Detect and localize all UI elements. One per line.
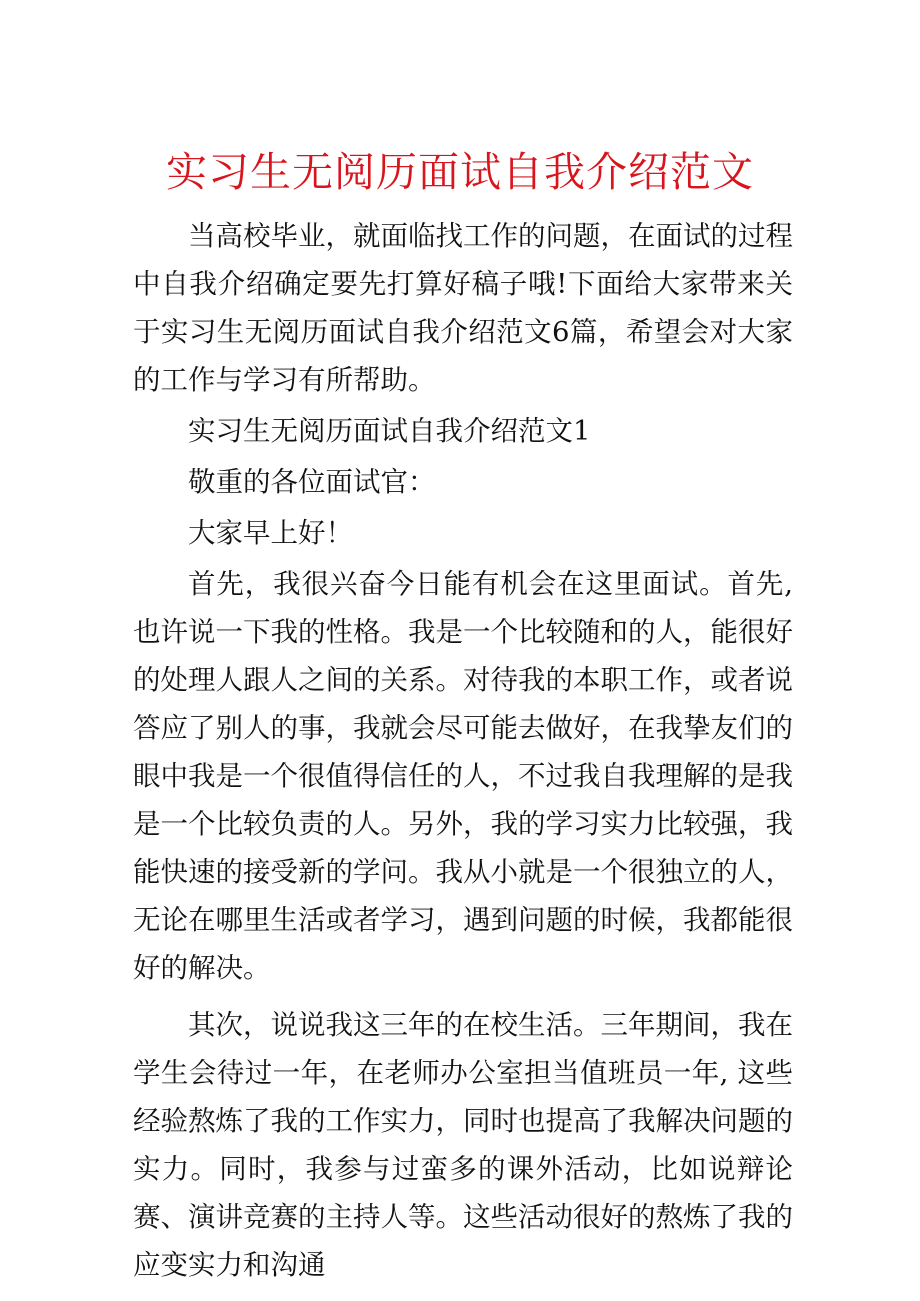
- salutation: 敬重的各位面试官：: [188, 466, 436, 498]
- intro-paragraph: 当高校毕业，就面临找工作的问题，在面试的过程中自我介绍确定要先打算好稿子哦!下面给大家带来关于实习生无阅历面试自我介绍范文6篇，希望会对大家的工作与学习有所帮助。: [133, 220, 793, 396]
- body-paragraph: 其次，说说我这三年的在校生活。三年期间，我在学生会待过一年，在老师办公室担当值班员一年, 这些经验熬炼了我的工作实力，同时也提高了我解决问题的实力。同时，我参与过蛮多的课外活动，比如说辩论赛、演讲竞赛的主持人等。这些活动很好的熬炼了我的应变实力和沟通: [133, 1009, 793, 1281]
- greeting: 大家早上好！: [188, 517, 353, 549]
- document-title: 实习生无阅历面试自我介绍范文: [166, 148, 754, 196]
- document-body: [133, 212, 793, 1289]
- section-heading: 实习生无阅历面试自我介绍范文1: [188, 415, 591, 447]
- body-paragraph: 首先，我很兴奋今日能有机会在这里面试。首先, 也许说一下我的性格。我是一个比较随和的人，能很好的处理人跟人之间的关系。对待我的本职工作，或者说答应了别人的事，我就会尽可能去做好，在我挚友们的眼中我是一个很值得信任的人，不过我自我理解的是我是一个比较负责的人。另外，我的学习实力比较强，我能快速的接受新的学问。我从小就是一个很独立的人，无论在哪里生活或者学习，遇到问题的时候，我都能很好的解决。: [133, 568, 793, 984]
